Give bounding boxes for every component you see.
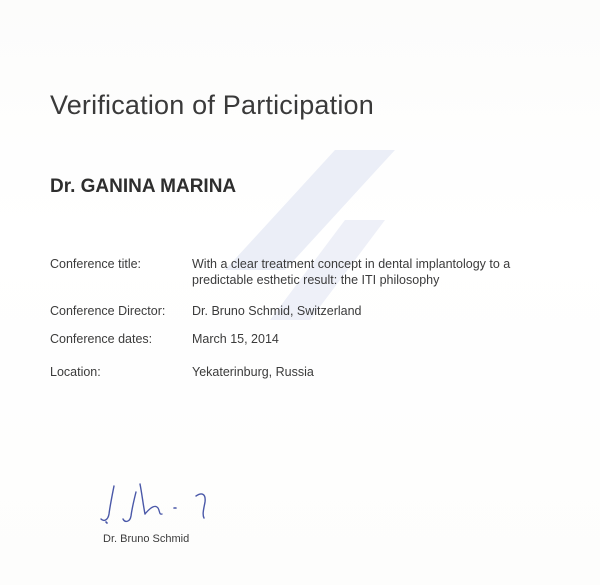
handwritten-signature [92, 478, 232, 528]
conference-title-label: Conference title: [50, 257, 142, 271]
location-value: Yekaterinburg, Russia [192, 365, 314, 379]
iti-watermark-logo [215, 150, 395, 320]
location-label: Location: [50, 365, 101, 379]
certificate-title: Verification of Participation [50, 90, 374, 120]
recipient-name: Dr. GANINA MARINA [50, 176, 237, 197]
conference-title-value: With a clear treatment concept in dental implantology to a predictable esthetic result: the ITI philosophy [192, 257, 511, 287]
conference-dates-label: Conference dates: [50, 332, 153, 346]
conference-director-label: Conference Director: [50, 304, 166, 318]
signer-name: Dr. Bruno Schmid [103, 533, 190, 545]
conference-dates-value: March 15, 2014 [192, 332, 279, 346]
conference-director-value: Dr. Bruno Schmid, Switzerland [192, 304, 362, 318]
